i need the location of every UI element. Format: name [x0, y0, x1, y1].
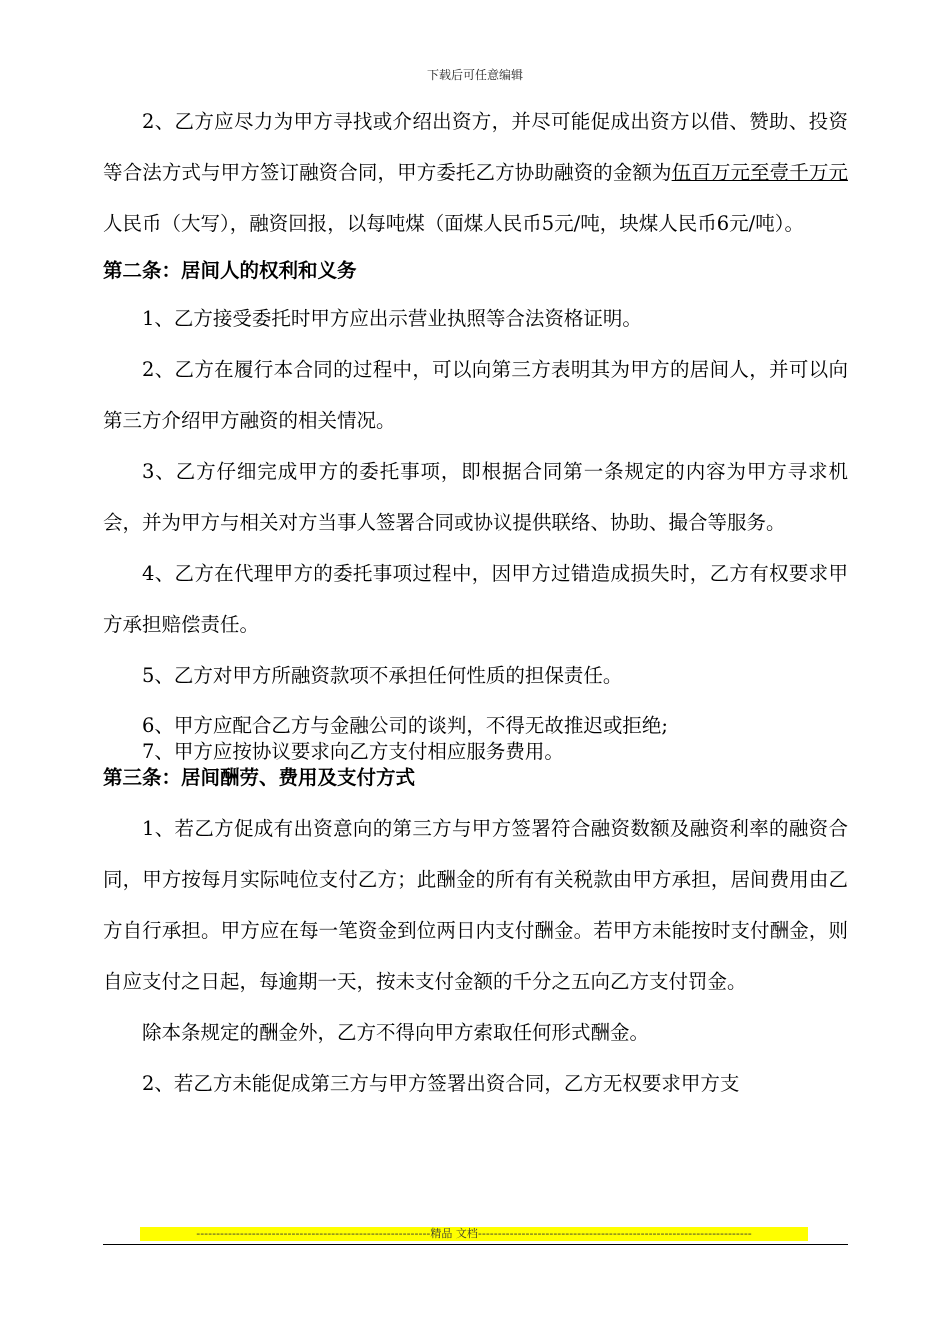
article-2-item: 1、乙方接受委托时甲方应出示营业执照等合法资格证明。	[142, 307, 642, 330]
footer-banner: -----------------------------------------------------------精品 文档---------------------------------------------------------------------	[140, 1227, 808, 1241]
article-2-item: 5、乙方对甲方所融资款项不承担任何性质的担保责任。	[142, 664, 623, 687]
article-2-item-7: 7、甲方应按协议要求向乙方支付相应服务费用。	[142, 740, 564, 763]
article-2-item: 2、乙方在履行本合同的过程中，可以向第三方表明其为甲方的居间人，并可以向第三方介绍甲方融资的相关情况。	[103, 358, 848, 432]
article-2-item: 3、乙方仔细完成甲方的委托事项，即根据合同第一条规定的内容为甲方寻求机会，并为甲方与相关对方当事人签署合同或协议提供联络、协助、撮合等服务。	[103, 460, 848, 534]
paragraph-2-after: 人民币（大写），融资回报，以每吨煤（面煤人民币5元/吨，块煤人民币6元/吨）。	[103, 212, 804, 235]
article-2-item: 4、乙方在代理甲方的委托事项过程中，因甲方过错造成损失时，乙方有权要求甲方承担赔偿责任。	[103, 562, 848, 636]
article-3-item: 2、若乙方未能促成第三方与甲方签署出资合同，乙方无权要求甲方支	[142, 1072, 740, 1095]
header-note: 下载后可任意编辑	[426, 68, 523, 82]
article-2-item-6: 6、甲方应配合乙方与金融公司的谈判，不得无故推迟或拒绝;	[142, 714, 668, 737]
footer-rule	[103, 1244, 848, 1245]
article-3-item: 除本条规定的酬金外，乙方不得向甲方索取任何形式酬金。	[142, 1021, 650, 1044]
paragraph-2	[103, 96, 848, 249]
article-3-item: 1、若乙方促成有出资意向的第三方与甲方签署符合融资数额及融资利率的融资合同，甲方按每月实际吨位支付乙方；此酬金的所有有关税款由甲方承担，居间费用由乙方自行承担。甲方应在每一笔资金到位两日内支付酬金。若甲方未能按时支付酬金，则自应支付之日起，每逾期一天，按未支付金额的千分之五向乙方支付罚金。	[103, 817, 848, 993]
financing-amount: 伍百万元至壹千万元	[671, 161, 848, 184]
paragraph-2-before: 2、乙方应尽力为甲方寻找或介绍出资方，并尽可能促成出资方以借、赞助、投资等合法方式与甲方签订融资合同，甲方委托乙方协助融资的金额为	[103, 110, 848, 184]
document-body	[103, 96, 848, 1109]
article-3-title: 第三条：居间酬劳、费用及支付方式	[103, 766, 416, 789]
article-2-title: 第二条：居间人的权利和义务	[103, 259, 357, 282]
